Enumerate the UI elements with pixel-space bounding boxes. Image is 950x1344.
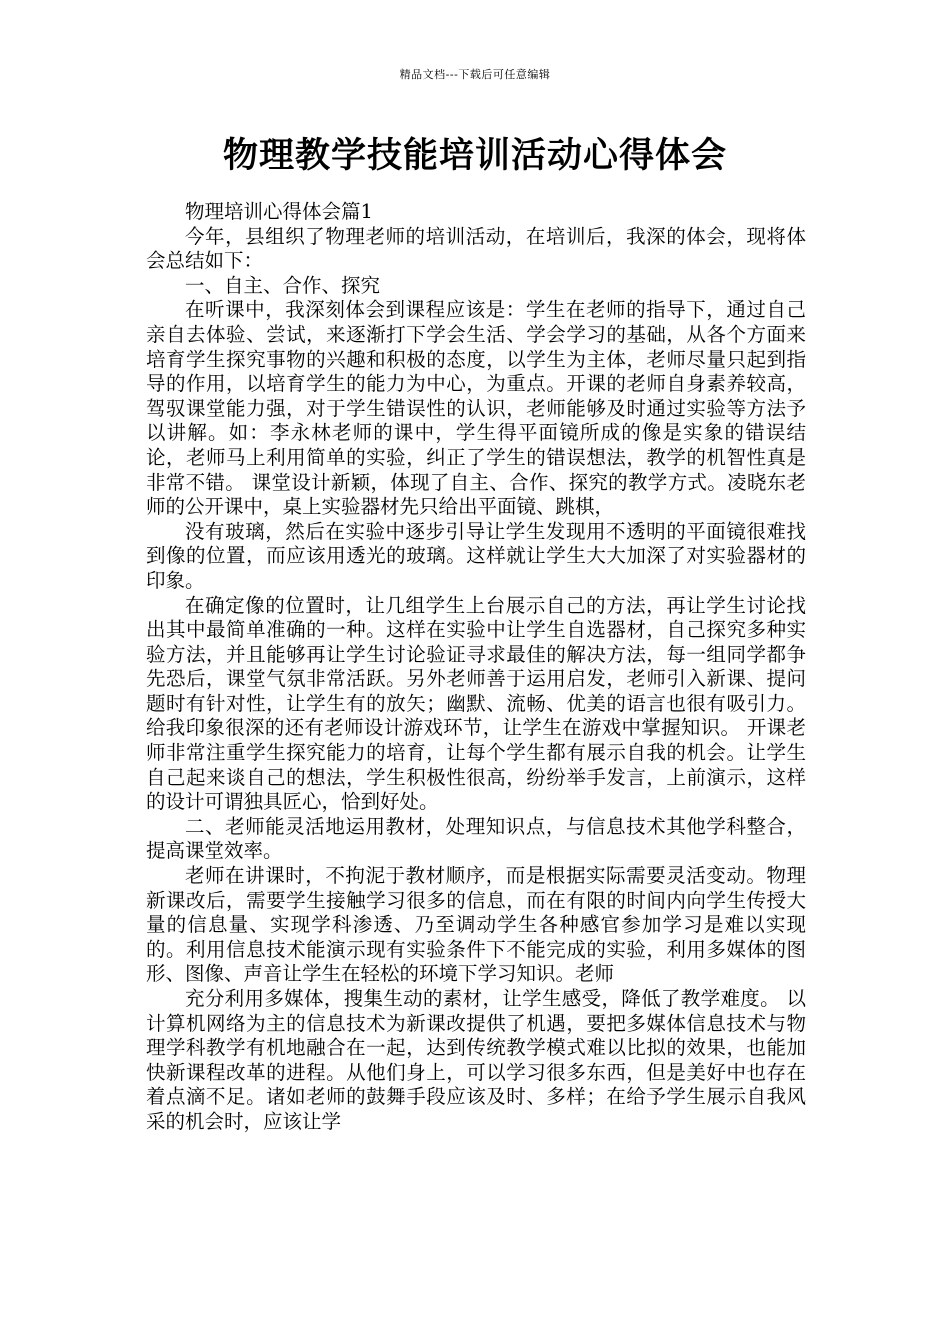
section-heading: 物理培训心得体会篇1 — [185, 200, 373, 223]
paragraph: 没有玻璃，然后在实验中逐步引导让学生发现用不透明的平面镜很难找到像的位置，而应该用透光的玻璃。这样就让学生大大加深了对实验器材的印象。 — [146, 519, 806, 592]
paragraph: 老师在讲课时，不拘泥于教材顺序，而是根据实际需要灵活变动。物理新课改后，需要学生接触学习很多的信息，而在有限的时间内向学生传授大量的信息量、实现学科渗透、乃至调动学生各种感官参加学习是难以实现的。利用信息技术能演示现有实验条件下不能完成的实验，利用多媒体的图形、图像、声音让学生在轻松的环境下学习知识。老师 — [146, 864, 806, 986]
header-note: 精品文档---下载后可任意编辑 — [399, 68, 551, 81]
document-body — [146, 200, 806, 1135]
section-heading: 一、自主、合作、探究 — [185, 273, 381, 297]
document-title: 物理教学技能培训活动心得体会 — [222, 135, 727, 176]
paragraph: 充分利用多媒体，搜集生动的素材，让学生感受，降低了教学难度。 以计算机网络为主的信息技术为新课改提供了机遇，要把多媒体信息技术与物理学科教学有机地融合在一起，达到传统教学模式难以比拟的效果，也能加快新课程改革的进程。从他们身上，可以学习很多东西，但是美好中也存在着点滴不足。诸如老师的鼓舞手段应该及时、多样；在给予学生展示自我风采的机会时，应该让学 — [146, 987, 806, 1133]
section-heading: 二、老师能灵活地运用教材，处理知识点，与信息技术其他学科整合，提高课堂效率。 — [146, 814, 806, 863]
paragraph: 在听课中，我深刻体会到课程应该是：学生在老师的指导下，通过自己亲自去体验、尝试，来逐渐打下学会生活、学会学习的基础，从各个方面来培育学生探究事物的兴趣和积极的态度，以学生为主体，老师尽量只起到指导的作用，以培育学生的能力为中心，为重点。开课的老师自身素养较高，驾驭课堂能力强，对于学生错误性的认识，老师能够及时通过实验等方法予以讲解。如：李永林老师的课中，学生得平面镜所成的像是实象的错误结论，老师马上利用简单的实验，纠正了学生的错误想法，教学的机智性真是非常不错。 课堂设计新颖，体现了自主、合作、探究的教学方式。凌晓东老师的公开课中，桌上实验器材先只给出平面镜、跳棋， — [146, 298, 806, 519]
paragraph: 在确定像的位置时，让几组学生上台展示自己的方法，再让学生讨论找出其中最简单准确的一种。这样在实验中让学生自选器材，自己探究多种实验方法，并且能够再让学生讨论验证寻求最佳的解决方法，每一组同学都争先恐后，课堂气氛非常活跃。另外老师善于运用启发，老师引入新课、提问题时有针对性，让学生有的放矢；幽默、流畅、优美的语言也很有吸引力。给我印象很深的还有老师设计游戏环节，让学生在游戏中掌握知识。 开课老师非常注重学生探究能力的培育，让每个学生都有展示自我的机会。让学生自己起来谈自己的想法，学生积极性很高，纷纷举手发言，上前演示，这样的设计可谓独具匠心，恰到好处。 — [146, 593, 806, 814]
paragraph: 今年，县组织了物理老师的培训活动，在培训后，我深的体会，现将体会总结如下： — [146, 224, 806, 273]
